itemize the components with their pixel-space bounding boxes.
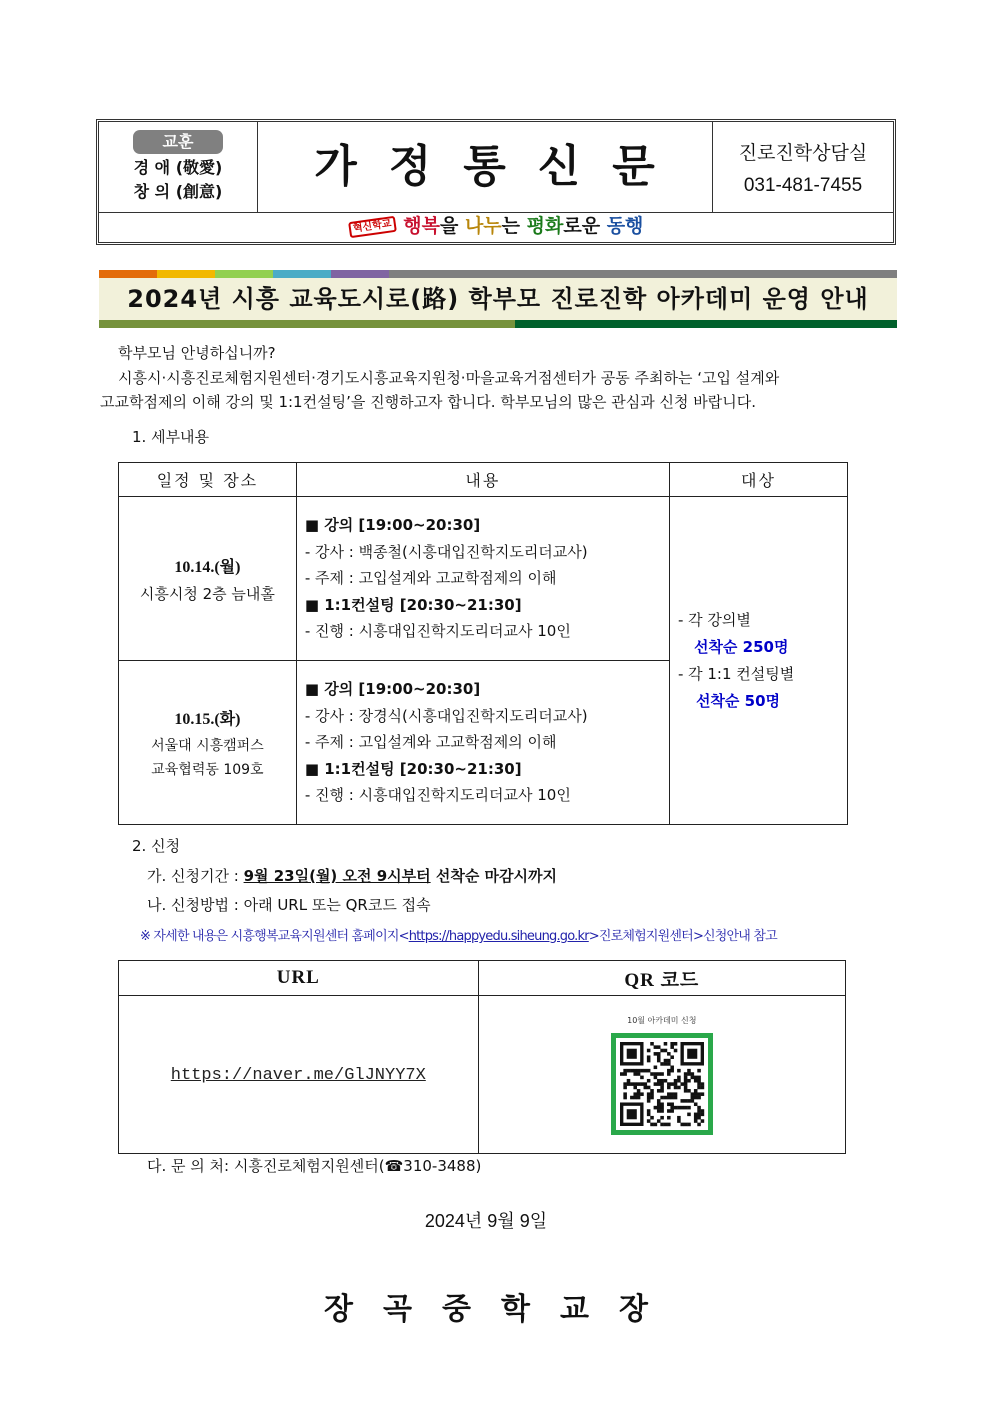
consult-time: ■ 1:1컨설팅 [20:30~21:30] (304, 759, 522, 778)
intro-line-1: 시흥시·시흥진로체험지원센터·경기도시흥교육지원청·마을교육거점센터가 공동 주최하는 ‘고입 설계와 (118, 369, 780, 387)
office-info (713, 122, 893, 212)
apply-period (147, 864, 557, 889)
target-line-1: - 각 강의별 (677, 610, 751, 629)
motto-line-1: 경 애 (敬愛) (133, 158, 223, 177)
lecture-time: ■ 강의 [19:00~20:30] (304, 680, 481, 699)
stripe-4 (273, 270, 331, 278)
slogan-word: 는 (501, 215, 527, 237)
schedule-place: 서울대 시흥캠퍼스 (151, 738, 264, 754)
office-name: 진로진학상담실 (738, 143, 868, 164)
qr-caption: 10월 아카데미 신청 (627, 1015, 697, 1025)
consult-host: - 진행 : 시흥대입진학지도리더교사 10인 (304, 622, 571, 641)
apply-table (118, 960, 846, 1154)
schedule-place-detail: 교육협력동 109호 (151, 762, 264, 778)
note-link[interactable]: https://happyedu.siheung.go.kr (408, 929, 589, 944)
contact-info: 다. 문 의 처: 시흥진로체험지원센터(☎310-3488) (147, 1157, 482, 1175)
slogan-word: 평화 (526, 215, 564, 237)
stripe-6 (389, 270, 897, 278)
note-prefix: ※ 자세한 내용은 시흥행복교육지원센터 홈페이지< (140, 929, 409, 944)
principal-signature: 장곡중학교장 (324, 1292, 678, 1327)
topic: - 주제 : 고입설계와 고교학점제의 이해 (304, 733, 557, 752)
banner-title: 2024년 시흥 교육도시로(路) 학부모 진로진학 아카데미 운영 안내 (99, 278, 897, 320)
content-cell (296, 661, 669, 825)
topic: - 주제 : 고입설계와 고교학점제의 이해 (304, 569, 557, 588)
stripe-1 (99, 270, 157, 278)
apply-period-value: 9월 23일(월) 오전 9시부터 (243, 867, 431, 885)
apply-url-link[interactable]: https://naver.me/GlJNYY7X (170, 1066, 426, 1085)
slogan-word: 로운 (563, 215, 607, 237)
apply-method: 나. 신청방법 : 아래 URL 또는 QR코드 접속 (147, 896, 431, 914)
col-header-target: 대상 (669, 463, 847, 497)
lecture-time: ■ 강의 [19:00~20:30] (304, 516, 481, 535)
table-row (119, 497, 848, 661)
header-top-row (99, 122, 893, 213)
apply-period-label: 가. 신청기간 : (147, 867, 244, 885)
bottom-stripe-1 (99, 320, 515, 328)
col-header-content: 내용 (296, 463, 669, 497)
office-phone: 031-481-7455 (743, 175, 863, 196)
lecturer: - 강사 : 장경식(시흥대입진학지도리더교사) (304, 706, 588, 725)
bottom-stripe-2 (515, 320, 897, 328)
consult-host: - 진행 : 시흥대입진학지도리더교사 10인 (304, 786, 571, 805)
schedule-place: 시흥시청 2층 늠내홀 (139, 584, 275, 603)
document-title: 가정통신문 (257, 122, 713, 212)
apply-period-tail: 선착순 마감시까지 (430, 867, 557, 885)
detail-note (140, 925, 777, 944)
motto-badge: 교훈 (133, 130, 223, 154)
schedule-cell (119, 661, 297, 825)
url-cell (119, 996, 479, 1154)
note-suffix: >진로체험지원센터>신청안내 참고 (588, 929, 777, 944)
qr-code-image[interactable] (611, 1033, 713, 1135)
issue-date: 2024년 9월 9일 (424, 1211, 548, 1231)
slogan-word: 행복 (403, 215, 440, 237)
school-motto (99, 122, 258, 212)
intro-line-2: 고교학점제의 이해 강의 및 1:1컨설팅’을 진행하고자 합니다. 학부모님의 많은 관심과 신청 바랍니다. (100, 393, 757, 411)
section1-heading: 1. 세부내용 (132, 428, 210, 446)
slogan (403, 215, 643, 237)
schedule-cell (119, 497, 297, 661)
qr-cell (478, 996, 845, 1154)
col-header-schedule: 일정 및 장소 (119, 463, 297, 497)
header-box (96, 119, 896, 245)
target-cell (669, 497, 847, 825)
target-line-2: 선착순 250명 (693, 637, 789, 656)
col-header-qr: QR 코드 (478, 961, 845, 996)
target-line-4: 선착순 50명 (695, 691, 780, 710)
stripe-5 (331, 270, 389, 278)
slogan-row (99, 212, 893, 242)
stripe-2 (157, 270, 215, 278)
slogan-word: 동행 (606, 215, 644, 237)
stripe-3 (215, 270, 273, 278)
schedule-table (118, 462, 848, 825)
col-header-url: URL (119, 961, 479, 996)
schedule-date: 10.15.(화) (174, 711, 241, 728)
consult-time: ■ 1:1컨설팅 [20:30~21:30] (304, 595, 522, 614)
motto-line-2: 창 의 (創意) (133, 182, 223, 201)
greeting: 학부모님 안녕하십니까? (118, 344, 276, 362)
lecturer: - 강사 : 백종철(시흥대입진학지도리더교사) (304, 542, 588, 561)
target-line-3: - 각 1:1 컨설팅별 (677, 664, 795, 683)
slogan-word: 나누 (464, 215, 502, 237)
innovation-school-stamp: 혁신학교 (348, 215, 396, 237)
content-cell (296, 497, 669, 661)
schedule-date: 10.14.(월) (174, 558, 241, 576)
section2-heading: 2. 신청 (132, 837, 181, 855)
slogan-word: 을 (439, 215, 465, 237)
title-banner (99, 270, 897, 328)
